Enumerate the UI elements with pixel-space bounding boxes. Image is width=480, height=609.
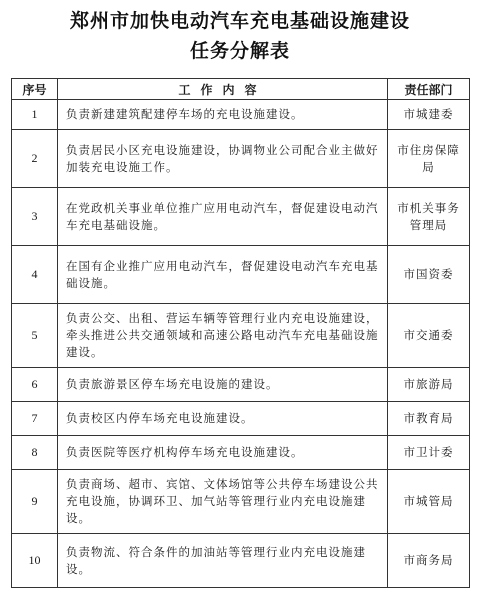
table-row bbox=[12, 402, 470, 436]
header-work: 工作内容 bbox=[58, 79, 388, 100]
row-num: 1 bbox=[12, 100, 58, 130]
row-dept: 市交通委 bbox=[388, 304, 470, 368]
table-row bbox=[12, 130, 470, 188]
row-dept: 市住房保障局 bbox=[388, 130, 470, 188]
table-row bbox=[12, 304, 470, 368]
row-dept: 市卫计委 bbox=[388, 436, 470, 470]
row-num: 8 bbox=[12, 436, 58, 470]
row-num: 6 bbox=[12, 368, 58, 402]
row-work: 负责商场、超市、宾馆、文体场馆等公共停车场建设公共充电设施，协调环卫、加气站等管理行业内充电设施建设。 bbox=[58, 470, 388, 534]
header-dept: 责任部门 bbox=[388, 79, 470, 100]
row-work: 负责旅游景区停车场充电设施的建设。 bbox=[58, 368, 388, 402]
row-num: 4 bbox=[12, 246, 58, 304]
row-dept: 市教育局 bbox=[388, 402, 470, 436]
row-dept: 市城管局 bbox=[388, 470, 470, 534]
row-work: 在党政机关事业单位推广应用电动汽车，督促建设电动汽车充电基础设施。 bbox=[58, 188, 388, 246]
row-work: 在国有企业推广应用电动汽车，督促建设电动汽车充电基础设施。 bbox=[58, 246, 388, 304]
row-dept: 市机关事务管理局 bbox=[388, 188, 470, 246]
table-header-row bbox=[12, 79, 470, 100]
header-num: 序号 bbox=[12, 79, 58, 100]
row-dept: 市城建委 bbox=[388, 100, 470, 130]
table-row bbox=[12, 100, 470, 130]
row-work: 负责医院等医疗机构停车场充电设施建设。 bbox=[58, 436, 388, 470]
row-dept: 市商务局 bbox=[388, 534, 470, 588]
table-row bbox=[12, 534, 470, 588]
row-work: 负责物流、符合条件的加油站等管理行业内充电设施建设。 bbox=[58, 534, 388, 588]
row-dept: 市国资委 bbox=[388, 246, 470, 304]
table-row bbox=[12, 436, 470, 470]
row-work: 负责校区内停车场充电设施建设。 bbox=[58, 402, 388, 436]
table-row bbox=[12, 470, 470, 534]
row-num: 7 bbox=[12, 402, 58, 436]
row-num: 3 bbox=[12, 188, 58, 246]
row-dept: 市旅游局 bbox=[388, 368, 470, 402]
table-row bbox=[12, 368, 470, 402]
row-num: 5 bbox=[12, 304, 58, 368]
page-title: 郑州市加快电动汽车充电基础设施建设 bbox=[69, 10, 410, 32]
row-num: 2 bbox=[12, 130, 58, 188]
task-table bbox=[11, 78, 470, 588]
row-work: 负责公交、出租、营运车辆等管理行业内充电设施建设，牵头推进公共交通领域和高速公路电动汽车充电基础设施建设。 bbox=[58, 304, 388, 368]
row-work: 负责新建建筑配建停车场的充电设施建设。 bbox=[58, 100, 388, 130]
table-row bbox=[12, 188, 470, 246]
page-subtitle: 任务分解表 bbox=[189, 40, 290, 62]
table-row bbox=[12, 246, 470, 304]
row-work: 负责居民小区充电设施建设，协调物业公司配合业主做好加装充电设施工作。 bbox=[58, 130, 388, 188]
row-num: 9 bbox=[12, 470, 58, 534]
row-num: 10 bbox=[12, 534, 58, 588]
